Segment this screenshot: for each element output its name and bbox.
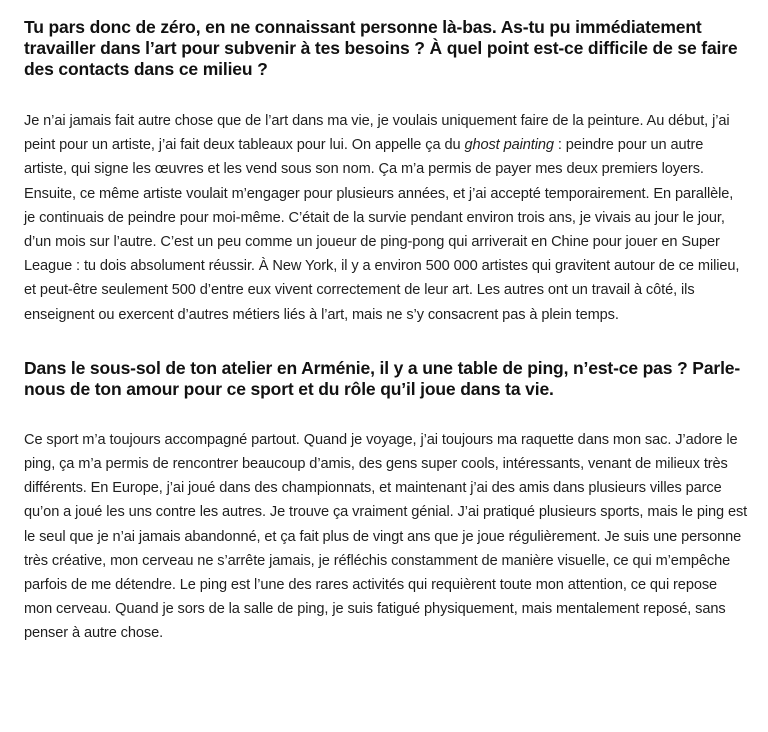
question-heading: Dans le sous-sol de ton atelier en Arménie, il y a une table de ping, n’est-ce pas ? Parle-nous de ton amour pour ce sport et du rôle qu’il joue dans ta vie. bbox=[24, 357, 741, 399]
emphasized-term: ghost painting bbox=[464, 137, 554, 154]
answer-text: : peindre pour un autre artiste, qui signe les œuvres et les vend sous son nom. Ça m’a permis de payer mes deux premiers loyers. Ensuite, ce même artiste voulait m’engager pour plusieurs années, et j’ai accepté temporairement. En parallèle, je continuais de peindre pour moi-même. C’était de la survie pendant environ trois ans, je vivais au jour le jour, d’un mois sur l’autre. C’est un peu comme un joueur de ping-pong qui arriverait en Chine pour jouer en Super League : tu dois absolument réussir. À New York, il y a environ 500 000 artistes qui gravitent autour de ce milieu, et peut-être seulement 500 d’entre eux vivent correctement de leur art. Les autres ont un travail à côté, ils enseignent ou exercent d’autres métiers liés à l’art, mais ne s’y consacrent pas à plein temps. bbox=[24, 137, 740, 323]
answer-paragraph bbox=[24, 109, 748, 327]
question-heading: Tu pars donc de zéro, en ne connaissant personne là-bas. As-tu pu immédiatement travailler dans l’art pour subvenir à tes besoins ? À quel point est-ce difficile de se faire des contacts dans ce milieu ? bbox=[24, 17, 738, 79]
answer-paragraph: Ce sport m’a toujours accompagné partout. Quand je voyage, j’ai toujours ma raquette dans mon sac. J’adore le ping, ça m’a permis de rencontrer beaucoup d’amis, des gens super cools, intéressants, venant de milieux très différents. En Europe, j’ai joué dans des championnats, et maintenant j’ai des amis dans plusieurs villes parce qu’on a joué les uns contre les autres. Je trouve ça vraiment génial. J’ai pratiqué plusieurs sports, mais le ping est le seul que je n’ai jamais abandonné, et ça fait plus de vingt ans que je joue régulièrement. Je suis une personne très créative, mon cerveau ne s’arrête jamais, je réfléchis constamment de manière visuelle, ce qui m’empêche parfois de me détendre. Le ping est l’une des rares activités qui requièrent toute mon attention, ce qui repose mon cerveau. Quand je sors de la salle de ping, je suis fatigué physiquement, mais mentalement reposé, sans penser à autre chose. bbox=[24, 431, 748, 642]
answer-text: Je n’ai jamais fait autre chose que de l’art dans ma vie, je voulais uniquement faire de la peinture. Au début, j’ai peint pour un artiste, j’ai fait deux tableaux pour lui. On appelle ça du bbox=[24, 113, 730, 154]
